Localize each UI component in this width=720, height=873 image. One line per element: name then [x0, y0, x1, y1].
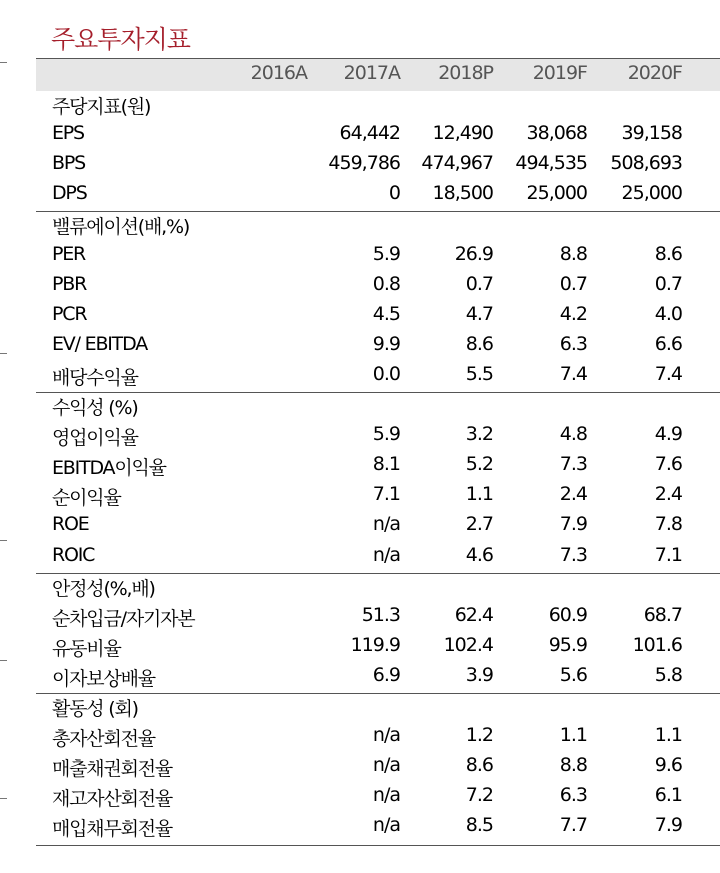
cell-value-2019f: 8.8	[559, 242, 587, 265]
row-label: 영업이익율	[52, 427, 138, 450]
cell-value-2018p: 26.9	[454, 242, 493, 265]
row-label: PCR	[52, 302, 87, 325]
cell-value-2019f: 7.7	[559, 814, 587, 837]
table-row	[0, 271, 720, 301]
section-header-label: 활동성 (회)	[52, 698, 138, 720]
table-row	[0, 421, 720, 451]
cell-value-2017a: 4.5	[372, 302, 400, 325]
table-row	[0, 511, 720, 541]
cell-value-2017a: n/a	[372, 754, 400, 777]
cell-value-2017a: n/a	[372, 513, 400, 536]
cell-value-2018p: 7.2	[465, 784, 493, 807]
cell-value-2019f: 7.4	[559, 362, 587, 385]
cell-value-2018p: 5.2	[465, 453, 493, 476]
section-header-row	[0, 572, 720, 602]
table-row	[0, 602, 720, 632]
cell-value-2017a: 51.3	[361, 603, 400, 626]
table-row	[0, 120, 720, 150]
cell-value-2019f: 25,000	[526, 182, 587, 205]
row-label: 재고자산회전율	[52, 788, 173, 811]
table-row	[0, 301, 720, 331]
row-label: EV/ EBITDA	[52, 332, 147, 355]
column-header-2020f: 2020F	[627, 62, 682, 84]
page-title: 주요투자지표	[51, 25, 190, 54]
cell-value-2019f: 1.1	[559, 724, 587, 747]
table-row	[0, 782, 720, 812]
table-row	[0, 331, 720, 361]
section-header-row	[0, 692, 720, 722]
cell-value-2020f: 7.1	[654, 543, 682, 566]
row-label: ROIC	[52, 543, 95, 566]
cell-value-2019f: 8.8	[559, 754, 587, 777]
cell-value-2019f: 7.3	[559, 543, 587, 566]
cell-value-2018p: 2.7	[465, 513, 493, 536]
row-label: PBR	[52, 272, 87, 295]
cell-value-2018p: 62.4	[454, 603, 493, 626]
cell-value-2020f: 8.6	[654, 242, 682, 265]
cell-value-2019f: 6.3	[559, 784, 587, 807]
row-label: PER	[52, 242, 86, 265]
section-header-row	[0, 210, 720, 240]
cell-value-2019f: 5.6	[559, 663, 587, 686]
table-row	[0, 662, 720, 692]
cell-value-2020f: 25,000	[621, 182, 682, 205]
row-label: EPS	[52, 122, 84, 145]
section-header-label: 수익성 (%)	[52, 397, 138, 419]
cell-value-2018p: 5.5	[465, 362, 493, 385]
cell-value-2020f: 1.1	[654, 724, 682, 747]
table-row	[0, 361, 720, 391]
column-header-2016a: 2016A	[250, 62, 307, 84]
cell-value-2017a: 9.9	[372, 332, 400, 355]
margin-tick	[0, 62, 7, 63]
margin-tick	[0, 798, 7, 799]
cell-value-2019f: 4.2	[559, 302, 587, 325]
cell-value-2020f: 7.9	[654, 814, 682, 837]
table-row	[0, 180, 720, 210]
cell-value-2019f: 2.4	[559, 483, 587, 506]
cell-value-2020f: 6.1	[654, 784, 682, 807]
cell-value-2020f: 2.4	[654, 483, 682, 506]
cell-value-2019f: 6.3	[559, 332, 587, 355]
cell-value-2017a: n/a	[372, 784, 400, 807]
cell-value-2018p: 102.4	[443, 633, 493, 656]
row-label: EBITDA이익율	[52, 457, 166, 480]
cell-value-2020f: 4.9	[654, 423, 682, 446]
cell-value-2020f: 9.6	[654, 754, 682, 777]
cell-value-2017a: 6.9	[372, 663, 400, 686]
section-header-label: 밸류에이션(배,%)	[52, 216, 190, 239]
cell-value-2018p: 4.6	[465, 543, 493, 566]
cell-value-2020f: 4.0	[654, 302, 682, 325]
section-header-row	[0, 90, 720, 120]
cell-value-2017a: 119.9	[350, 633, 400, 656]
cell-value-2019f: 38,068	[526, 122, 587, 145]
cell-value-2018p: 1.1	[465, 483, 493, 506]
cell-value-2020f: 7.8	[654, 513, 682, 536]
cell-value-2020f: 39,158	[621, 122, 682, 145]
cell-value-2018p: 18,500	[432, 182, 493, 205]
margin-tick	[0, 540, 7, 541]
cell-value-2017a: 0	[388, 182, 400, 205]
table-row	[0, 150, 720, 180]
cell-value-2019f: 95.9	[548, 633, 587, 656]
row-label: 배당수익율	[52, 366, 138, 389]
cell-value-2018p: 474,967	[421, 152, 493, 175]
column-header-2018p: 2018P	[438, 62, 493, 84]
table-row	[0, 542, 720, 572]
row-label: 매출채권회전율	[52, 758, 173, 781]
cell-value-2017a: 5.9	[372, 242, 400, 265]
row-label: 유동비율	[52, 637, 121, 660]
cell-value-2019f: 494,535	[515, 152, 587, 175]
row-label: 순이익율	[52, 487, 121, 510]
cell-value-2017a: 5.9	[372, 423, 400, 446]
section-header-label: 안정성(%,배)	[52, 577, 155, 600]
row-label: ROE	[52, 513, 89, 536]
cell-value-2017a: 64,442	[339, 122, 400, 145]
cell-value-2020f: 7.4	[654, 362, 682, 385]
row-label: 총자산회전율	[52, 728, 155, 751]
cell-value-2017a: 459,786	[328, 152, 400, 175]
row-label: 이자보상배율	[52, 667, 155, 690]
cell-value-2019f: 7.9	[559, 513, 587, 536]
cell-value-2020f: 6.6	[654, 332, 682, 355]
cell-value-2020f: 68.7	[643, 603, 682, 626]
cell-value-2017a: n/a	[372, 724, 400, 747]
column-header-2019f: 2019F	[532, 62, 587, 84]
row-label: 순차입금/자기자본	[52, 607, 195, 630]
cell-value-2020f: 0.7	[654, 272, 682, 295]
cell-value-2017a: n/a	[372, 814, 400, 837]
section-header-label: 주당지표(원)	[52, 96, 151, 118]
margin-tick	[0, 660, 7, 661]
table-row	[0, 752, 720, 782]
cell-value-2017a: 8.1	[372, 453, 400, 476]
column-header-2017a: 2017A	[343, 62, 400, 84]
cell-value-2018p: 1.2	[465, 724, 493, 747]
margin-tick	[0, 353, 7, 354]
cell-value-2017a: 7.1	[372, 483, 400, 506]
row-label: 매입채무회전율	[52, 818, 173, 841]
table-row	[0, 241, 720, 271]
cell-value-2018p: 0.7	[465, 272, 493, 295]
cell-value-2018p: 3.2	[465, 423, 493, 446]
table-row	[0, 722, 720, 752]
cell-value-2017a: 0.0	[372, 362, 400, 385]
cell-value-2017a: n/a	[372, 543, 400, 566]
row-label: DPS	[52, 182, 87, 205]
cell-value-2019f: 4.8	[559, 423, 587, 446]
cell-value-2018p: 4.7	[465, 302, 493, 325]
cell-value-2020f: 7.6	[654, 453, 682, 476]
cell-value-2018p: 3.9	[465, 663, 493, 686]
cell-value-2018p: 12,490	[432, 122, 493, 145]
table-row	[0, 812, 720, 842]
cell-value-2020f: 101.6	[632, 633, 682, 656]
cell-value-2020f: 508,693	[610, 152, 682, 175]
row-label: BPS	[52, 152, 85, 175]
table-row	[0, 481, 720, 511]
section-header-row	[0, 391, 720, 421]
cell-value-2017a: 0.8	[372, 272, 400, 295]
cell-value-2019f: 60.9	[548, 603, 587, 626]
cell-value-2018p: 8.6	[465, 332, 493, 355]
cell-value-2018p: 8.6	[465, 754, 493, 777]
table-row	[0, 451, 720, 481]
cell-value-2019f: 0.7	[559, 272, 587, 295]
cell-value-2020f: 5.8	[654, 663, 682, 686]
cell-value-2019f: 7.3	[559, 453, 587, 476]
cell-value-2018p: 8.5	[465, 814, 493, 837]
table-row	[0, 632, 720, 662]
table-bottom-rule	[36, 845, 720, 846]
